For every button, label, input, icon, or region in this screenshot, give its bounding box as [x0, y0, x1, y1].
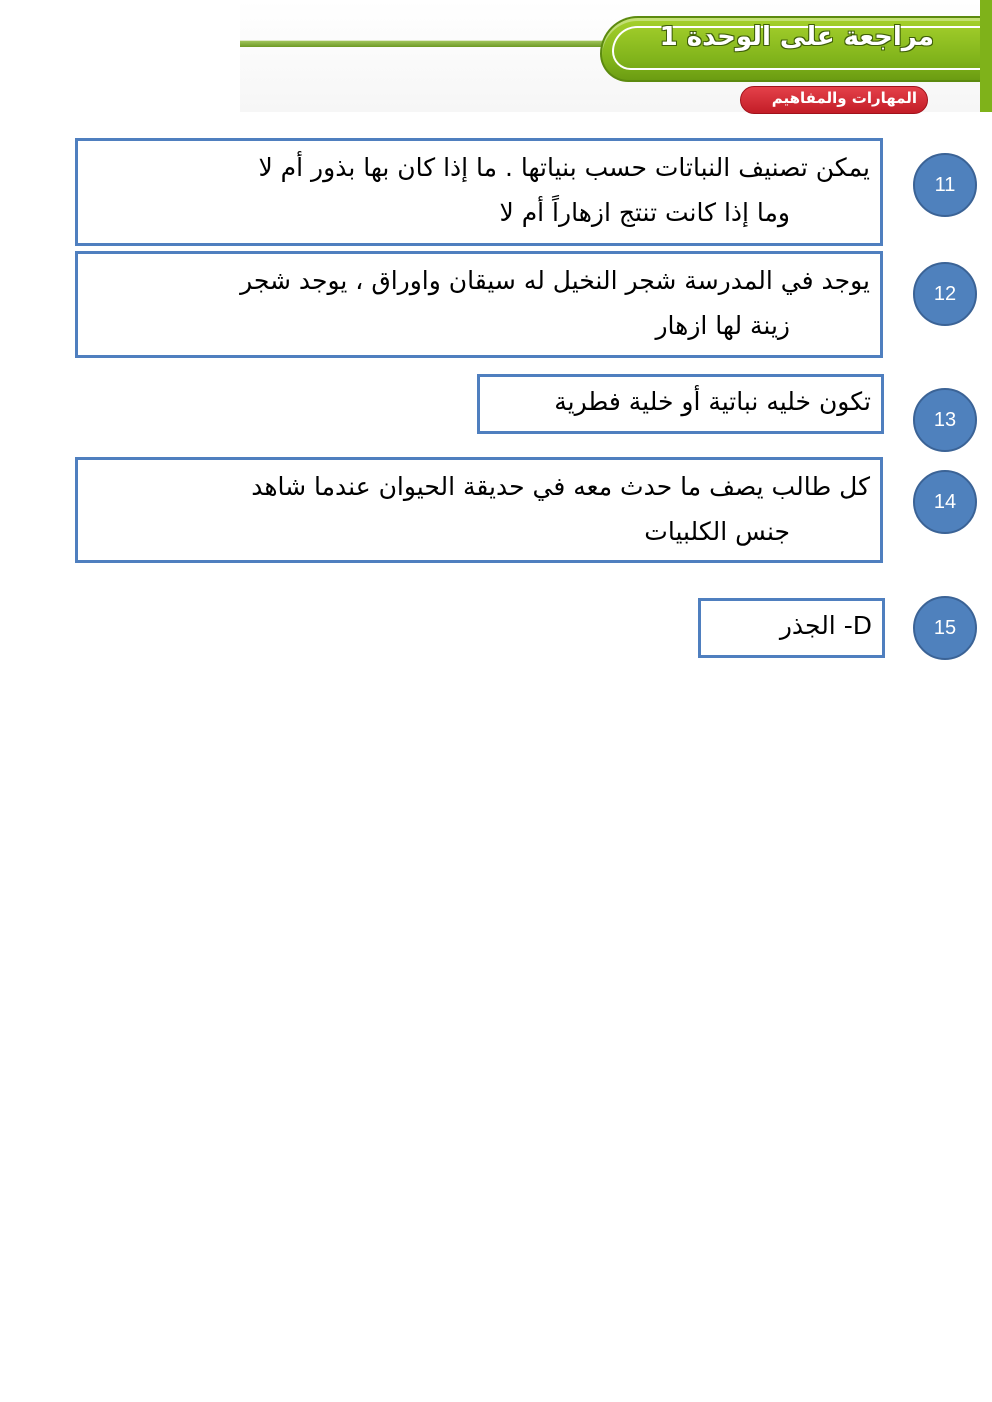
answer-11-line2: وما إذا كانت تنتج ازهاراً أم لا	[499, 198, 790, 227]
answer-14-line2: جنس الكلبيات	[644, 517, 790, 546]
page-title: مراجعة على الوحدة 1	[659, 22, 934, 52]
answer-box-13	[477, 374, 884, 434]
header-divider-line	[240, 40, 620, 47]
answer-13-line1: تكون خليه نباتية أو خلية فطرية	[554, 387, 871, 416]
answer-12-line1: يوجد في المدرسة شجر النخيل له سيقان واوراق ، يوجد شجر	[240, 266, 870, 295]
answer-15-line1: D- الجذر	[779, 611, 872, 640]
answer-box-12	[75, 251, 883, 358]
answer-12-line2: زينة لها ازهار	[655, 311, 790, 340]
answer-box-11	[75, 138, 883, 246]
question-number-13: 13	[913, 388, 977, 452]
section-badge	[740, 86, 928, 114]
question-number-15: 15	[913, 596, 977, 660]
answer-14-line1: كل طالب يصف ما حدث معه في حديقة الحيوان عندما شاهد	[251, 472, 870, 501]
header-edge-bar	[980, 0, 992, 112]
answer-11-line1: يمكن تصنيف النباتات حسب بنياتها . ما إذا كان بها بذور أم لا	[258, 153, 870, 182]
section-badge-label: المهارات والمفاهيم	[771, 89, 917, 107]
question-number-12: 12	[913, 262, 977, 326]
answer-box-14	[75, 457, 883, 563]
answer-box-15	[698, 598, 885, 658]
question-number-14: 14	[913, 470, 977, 534]
question-number-11: 11	[913, 153, 977, 217]
